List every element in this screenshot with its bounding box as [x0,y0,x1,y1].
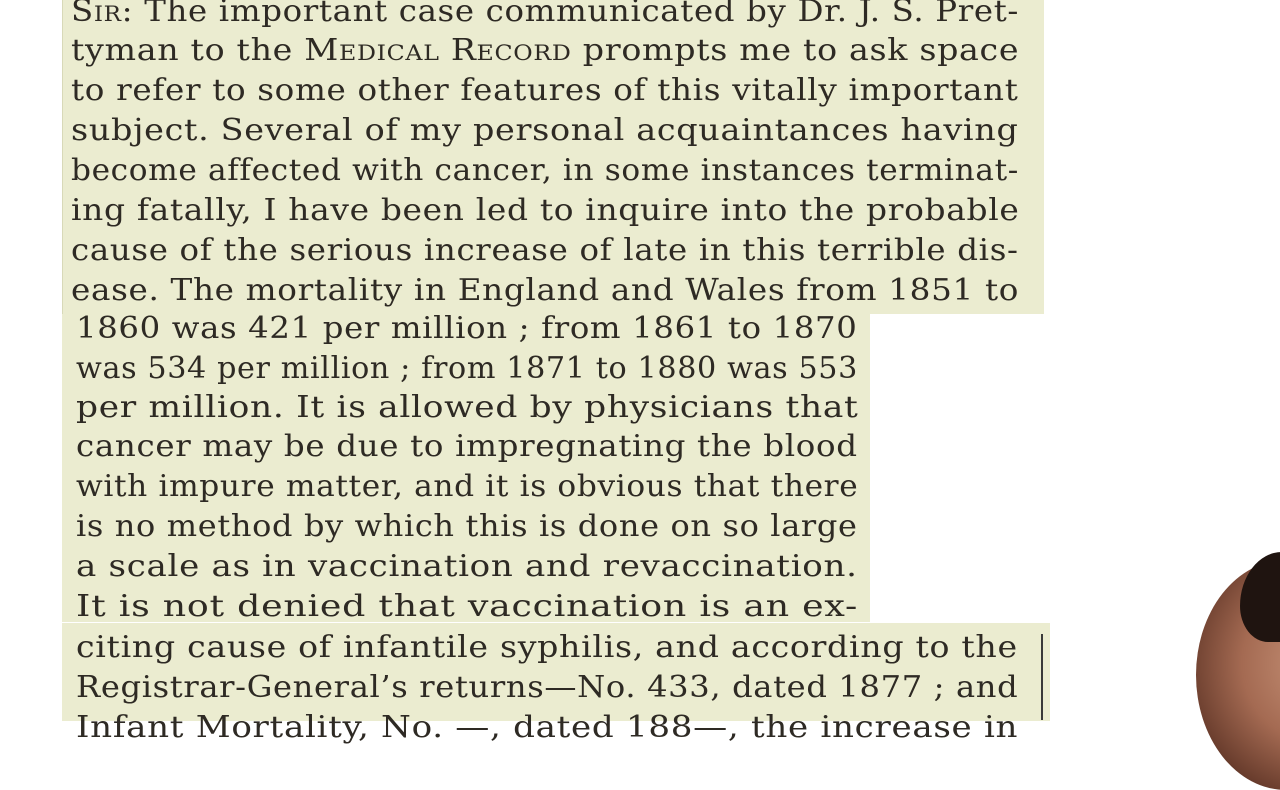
text-line: It is not denied that vaccination is an ex- [76,589,859,623]
text-line: ing fatally, I have been led to inquire into the probable [71,193,1020,227]
text-line: become affected with cancer, in some instances terminat- [71,153,1019,187]
salutation: Sir: [71,0,134,28]
text-line: Sir: The important case communicated by Dr. J. S. Pret- [71,0,1019,30]
text-line: subject. Several of my personal acquaintances having [71,113,1019,147]
text-line: 1860 was 421 per million ; from 1861 to 1870 [76,311,858,345]
text-line: tyman to the Medical Record prompts me to ask space [71,33,1020,67]
text-line: citing cause of infantile syphilis, and according to the [76,630,1018,664]
text-line: a scale as in vaccination and revaccination. [76,549,858,583]
text-line: Registrar-General’s returns—No. 433, dated 1877 ; and [76,670,1019,704]
text-line: Infant Mortality, No. —, dated 188—, the increase in [76,710,1019,744]
text-line: was 534 per million ; from 1871 to 1880 was 553 [76,351,858,385]
text-line: cancer may be due to impregnating the blood [76,429,858,463]
text-line: cause of the serious increase of late in this terrible dis- [71,233,1019,267]
presenter-hair [1240,552,1280,642]
journal-name: Medical Record [304,33,572,67]
text-line: per million. It is allowed by physicians that [76,390,859,424]
text-line: to refer to some other features of this vitally important [71,73,1019,107]
column-rule [1041,634,1043,720]
text-line: ease. The mortality in England and Wales from 1851 to [71,273,1020,307]
text-line: with impure matter, and it is obvious that there [76,469,859,503]
text-line: is no method by which this is done on so large [76,509,858,543]
